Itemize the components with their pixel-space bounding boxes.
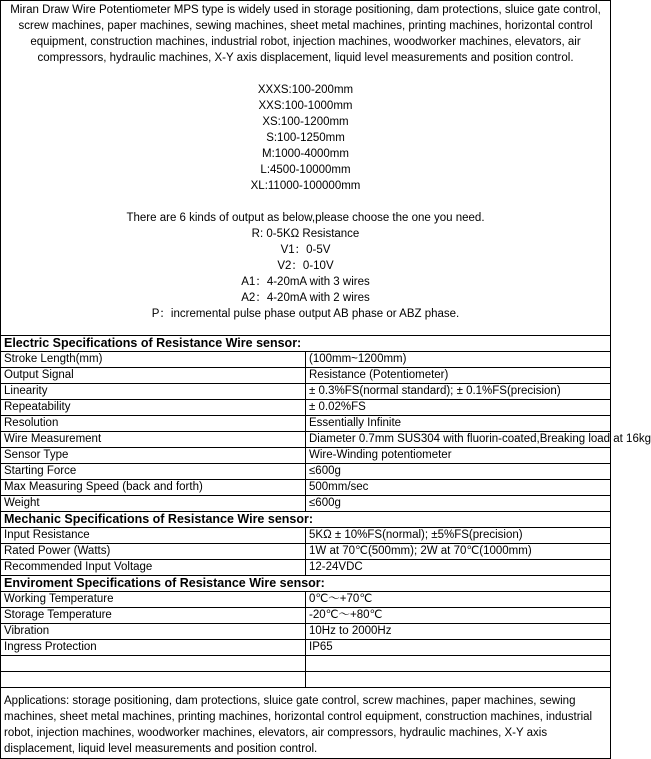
table-row: [1, 480, 610, 496]
spec-value: 0℃～+70℃: [306, 592, 611, 608]
spec-value: [306, 672, 611, 688]
spec-value: -20℃～+80℃: [306, 608, 611, 624]
spec-value: 12-24VDC: [306, 560, 611, 576]
section-header-electric: [1, 336, 610, 352]
spec-label: Wire Measurement: [1, 432, 306, 448]
specifications-table: [1, 336, 651, 688]
spec-value: ± 0.3%FS(normal standard); ± 0.1%FS(precision): [306, 384, 611, 400]
spec-value: [306, 656, 611, 672]
table-row: [1, 448, 610, 464]
spec-label: Output Signal: [1, 368, 306, 384]
table-row: [1, 624, 610, 640]
size-item: XS:100-1200mm: [262, 116, 349, 128]
spec-label: Linearity: [1, 384, 306, 400]
output-intro: There are 6 kinds of output as below,please choose the one you need.: [126, 212, 485, 224]
spec-label: Starting Force: [1, 464, 306, 480]
spec-label: Ingress Protection: [1, 640, 306, 656]
spec-label: Recommended Input Voltage: [1, 560, 306, 576]
section-title: Electric Specifications of Resistance Wire sensor:: [1, 336, 610, 352]
spec-value: Diameter 0.7mm SUS304 with fluorin-coated,Breaking load at 16kg: [306, 432, 611, 448]
spec-label: Max Measuring Speed (back and forth): [1, 480, 306, 496]
size-item: S:100-1250mm: [266, 132, 345, 144]
spec-value: (100mm~1200mm): [306, 352, 611, 368]
table-row: [1, 560, 610, 576]
table-row: [1, 368, 610, 384]
output-item: A1：4-20mA with 3 wires: [241, 276, 370, 288]
spec-value: 500mm/sec: [306, 480, 611, 496]
table-row: [1, 384, 610, 400]
size-item: XXXS:100-200mm: [257, 84, 354, 96]
spec-value: Resistance (Potentiometer): [306, 368, 611, 384]
spec-value: ≤600g: [306, 496, 611, 512]
spec-label: [1, 672, 306, 688]
spec-value: Wire-Winding potentiometer: [306, 448, 611, 464]
table-row: [1, 496, 610, 512]
spec-value: 10Hz to 2000Hz: [306, 624, 611, 640]
spec-label: Repeatability: [1, 400, 306, 416]
output-item: P：incremental pulse phase output AB phase or ABZ phase.: [151, 308, 460, 320]
spec-label: Weight: [1, 496, 306, 512]
output-item: V2：0-10V: [277, 260, 334, 272]
size-item: M:1000-4000mm: [262, 148, 349, 160]
table-row: [1, 656, 610, 672]
spec-label: Stroke Length(mm): [1, 352, 306, 368]
spec-label: Working Temperature: [1, 592, 306, 608]
spec-label: [1, 656, 306, 672]
spec-value: Essentially Infinite: [306, 416, 611, 432]
spec-value: ± 0.02%FS: [306, 400, 611, 416]
spec-label: Resolution: [1, 416, 306, 432]
spec-label: Rated Power (Watts): [1, 544, 306, 560]
table-row: [1, 352, 610, 368]
output-item: R: 0-5KΩ Resistance: [251, 228, 360, 240]
size-item: XXS:100-1000mm: [258, 100, 353, 112]
section-header-mechanic: [1, 512, 610, 528]
table-row: [1, 544, 610, 560]
spec-value: 5KΩ ± 10%FS(normal); ±5%FS(precision): [306, 528, 611, 544]
spec-label: Storage Temperature: [1, 608, 306, 624]
spec-value: 1W at 70℃(500mm); 2W at 70℃(1000mm): [306, 544, 611, 560]
table-row: [1, 672, 610, 688]
section-title: Mechanic Specifications of Resistance Wire sensor:: [1, 512, 610, 528]
table-row: [1, 592, 610, 608]
spec-label: Input Resistance: [1, 528, 306, 544]
table-row: [1, 400, 610, 416]
output-list: [1, 210, 610, 322]
output-item: A2：4-20mA with 2 wires: [241, 292, 370, 304]
size-item: XL:11000-100000mm: [250, 180, 361, 192]
section-title: Enviroment Specifications of Resistance Wire sensor:: [1, 576, 610, 592]
applications-text: Applications: storage positioning, dam protections, sluice gate control, screw machines, paper machines, sewing machines, sheet metal machines, printing machines, horizontal control equipment, construction machines, industrial robot, injection machines, woodworker machines, elevators, air compressors, hydraulic machines, X-Y axis displacement, liquid level measurements and position control.: [4, 695, 593, 755]
table-row: [1, 432, 610, 448]
table-row: [1, 416, 610, 432]
section-header-environment: [1, 576, 610, 592]
table-row: [1, 464, 610, 480]
table-row: [1, 640, 610, 656]
table-row: [1, 528, 610, 544]
product-description: Miran Draw Wire Potentiometer MPS type is widely used in storage positioning, dam protections, sluice gate control, screw machines, paper machines, sewing machines, sheet metal machines, printing machines, horizontal control equipment, construction machines, industrial robot, injection machines, woodworker machines, elevators, air compressors, hydraulic machines, X-Y axis displacement, liquid level measurements and position control.: [10, 4, 601, 64]
spec-value: IP65: [306, 640, 611, 656]
spec-label: Sensor Type: [1, 448, 306, 464]
output-item: V1：0-5V: [280, 244, 331, 256]
spec-label: Vibration: [1, 624, 306, 640]
size-list: [1, 82, 610, 194]
intro-block: [1, 1, 610, 336]
table-row: [1, 608, 610, 624]
spec-value: ≤600g: [306, 464, 611, 480]
size-item: L:4500-10000mm: [260, 164, 351, 176]
